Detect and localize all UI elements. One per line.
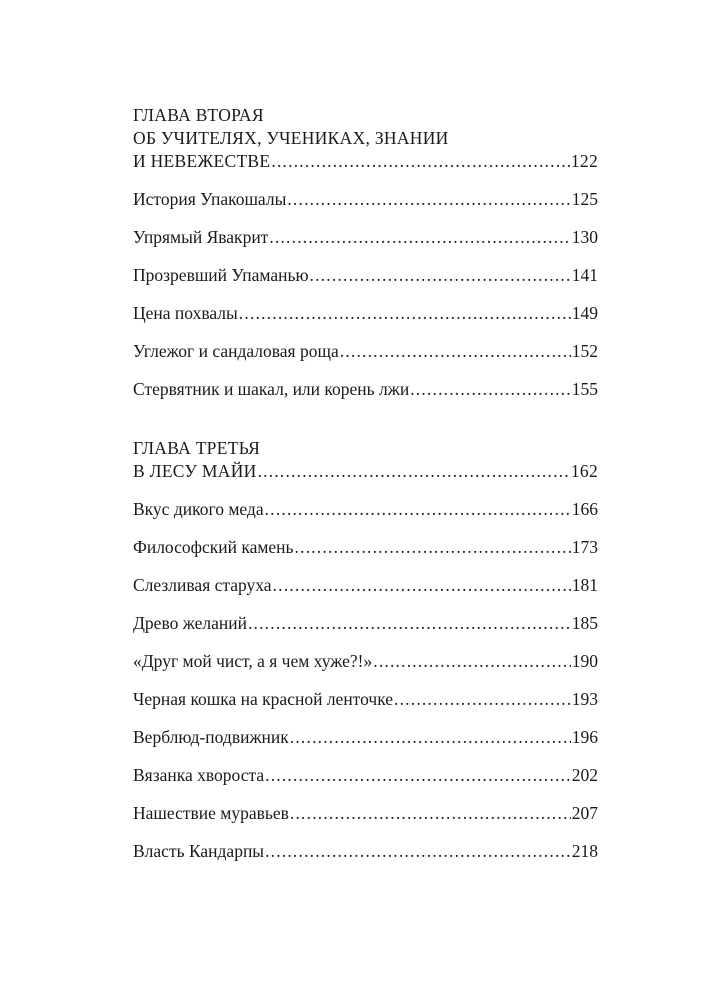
dot-leader — [271, 150, 569, 173]
toc-entry[interactable] — [133, 498, 598, 521]
toc-entry-page: 149 — [571, 303, 598, 323]
toc-entry-title: Вкус дикого меда — [133, 499, 264, 519]
toc-entry-page: 196 — [571, 727, 598, 747]
toc-entry[interactable] — [133, 840, 598, 863]
chapter-2-heading-row[interactable] — [133, 150, 598, 173]
toc-entry-title: Нашествие муравьев — [133, 803, 289, 823]
toc-entry-page: 207 — [571, 803, 598, 823]
dot-leader — [340, 340, 571, 363]
toc-entry-title: Слезливая старуха — [133, 575, 272, 595]
toc-entry[interactable] — [133, 378, 598, 401]
toc-entry[interactable] — [133, 764, 598, 787]
dot-leader — [373, 650, 571, 673]
dot-leader — [290, 726, 571, 749]
chapter-3-page-number: 162 — [570, 461, 598, 481]
toc-entry[interactable] — [133, 574, 598, 597]
toc-entry[interactable] — [133, 302, 598, 325]
toc-entry[interactable] — [133, 536, 598, 559]
toc-entry-title: Древо желаний — [133, 613, 247, 633]
dot-leader — [239, 302, 571, 325]
dot-leader — [265, 840, 571, 863]
dot-leader — [273, 574, 571, 597]
toc-entry-page: 155 — [571, 379, 598, 399]
toc-entry[interactable] — [133, 188, 598, 211]
dot-leader — [295, 536, 571, 559]
toc-entry-title: Власть Кандарпы — [133, 841, 265, 861]
dot-leader — [248, 612, 571, 635]
toc-entry-title: Цена похвалы — [133, 303, 238, 323]
toc-entry-page: 130 — [571, 227, 598, 247]
toc-entry[interactable] — [133, 226, 598, 249]
toc-entry-page: 202 — [571, 765, 598, 785]
toc-entry-page: 181 — [571, 575, 598, 595]
toc-entry-title: Черная кошка на красной ленточке — [133, 689, 394, 709]
toc-entry[interactable] — [133, 612, 598, 635]
dot-leader — [258, 460, 570, 483]
toc-entry-title: Упрямый Явакрит — [133, 227, 269, 247]
toc-entry-page: 152 — [571, 341, 598, 361]
toc-entry-title: «Друг мой чист, а я чем хуже?!» — [133, 651, 373, 671]
chapter-2-heading-last-line: И НЕВЕЖЕСТВЕ — [133, 151, 271, 171]
chapter-3-heading-line: ГЛАВА ТРЕТЬЯ — [133, 438, 261, 458]
toc-entry-title: Стервятник и шакал, или корень лжи — [133, 379, 410, 399]
chapter-2-page-number: 122 — [570, 151, 598, 171]
table-of-contents — [133, 104, 598, 863]
toc-entry-page: 190 — [571, 651, 598, 671]
chapter-3-heading-last-line: В ЛЕСУ МАЙИ — [133, 461, 257, 481]
dot-leader — [394, 688, 571, 711]
toc-entry-title: Вязанка хвороста — [133, 765, 265, 785]
dot-leader — [310, 264, 571, 287]
toc-entry[interactable] — [133, 340, 598, 363]
toc-entry[interactable] — [133, 726, 598, 749]
chapter-2-heading-line: ОБ УЧИТЕЛЯХ, УЧЕНИКАХ, ЗНАНИИ — [133, 128, 449, 148]
dot-leader — [410, 378, 571, 401]
toc-entry-page: 166 — [571, 499, 598, 519]
chapter-2-block — [133, 104, 598, 401]
dot-leader — [265, 764, 571, 787]
chapter-2-heading — [133, 104, 598, 173]
toc-entry[interactable] — [133, 802, 598, 825]
chapter-3-heading — [133, 437, 598, 483]
toc-entry-page: 185 — [571, 613, 598, 633]
toc-entry-page: 193 — [571, 689, 598, 709]
toc-entry-title: Углежог и сандаловая роща — [133, 341, 339, 361]
dot-leader — [265, 498, 571, 521]
toc-entry[interactable] — [133, 650, 598, 673]
toc-entry[interactable] — [133, 264, 598, 287]
toc-entry-page: 125 — [571, 189, 598, 209]
toc-entry-title: Верблюд-подвижник — [133, 727, 289, 747]
dot-leader — [269, 226, 570, 249]
toc-entry-title: Прозревший Упаманью — [133, 265, 309, 285]
toc-entry-page: 218 — [571, 841, 598, 861]
toc-entry-page: 141 — [571, 265, 598, 285]
toc-entry-title: История Упакошалы — [133, 189, 287, 209]
dot-leader — [290, 802, 571, 825]
chapter-2-heading-line: ГЛАВА ВТОРАЯ — [133, 105, 264, 125]
toc-entry-title: Философский камень — [133, 537, 294, 557]
dot-leader — [287, 188, 570, 211]
chapter-3-heading-row[interactable] — [133, 460, 598, 483]
toc-entry-page: 173 — [571, 537, 598, 557]
toc-entry[interactable] — [133, 688, 598, 711]
chapter-3-block — [133, 437, 598, 863]
